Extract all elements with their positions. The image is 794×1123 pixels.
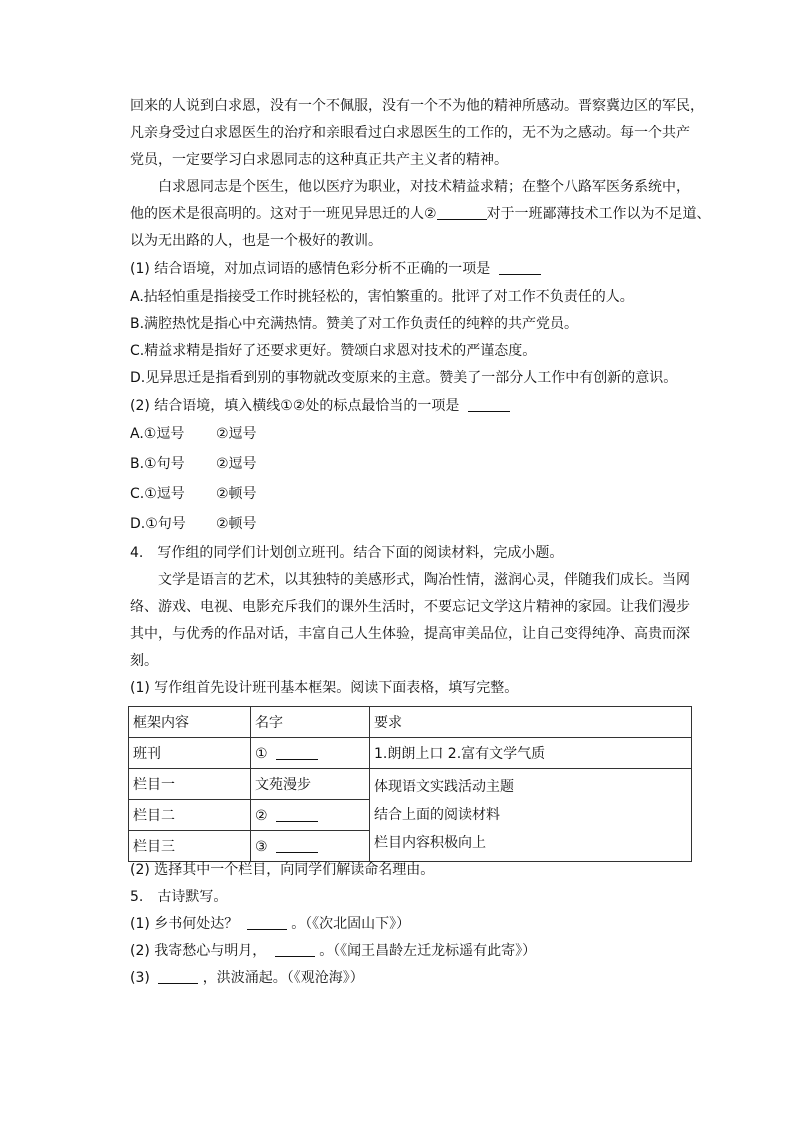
requirement-line: 结合上面的阅读材料 bbox=[374, 807, 500, 823]
poem-source: 。（《闻王昌龄左迁龙标遥有此寄》） bbox=[319, 943, 537, 959]
poem-text: (2) 我寄愁心与明月， bbox=[130, 943, 267, 959]
question-5-title: 5. 古诗默写。 bbox=[130, 889, 228, 905]
passage-line: 以为无出路的人，也是一个极好的教训。 bbox=[130, 233, 382, 249]
table-row bbox=[129, 769, 692, 800]
option-c-part1: C.①逗号 bbox=[130, 486, 185, 502]
requirement-line: 体现语文实践活动主题 bbox=[374, 779, 514, 795]
question-4-sub1: (1) 写作组首先设计班刊基本框架。阅读下面表格，填写完整。 bbox=[130, 680, 519, 696]
poem-text: (1) 乡书何处达？ bbox=[130, 916, 239, 932]
blank-2[interactable] bbox=[437, 205, 487, 220]
requirement-line: 栏目内容积极向上 bbox=[374, 835, 486, 851]
table-header: 要求 bbox=[370, 707, 692, 738]
answer-blank[interactable] bbox=[499, 260, 541, 275]
question-1-stem bbox=[130, 259, 541, 279]
cell-marker: ③ bbox=[255, 838, 268, 855]
passage-text: 对于一班鄙薄技术工作以为不足道、 bbox=[486, 206, 711, 222]
question-4-sub2: (2) 选择其中一个栏目，向同学们解读命名理由。 bbox=[130, 862, 435, 878]
cell-marker: ② bbox=[255, 807, 268, 824]
answer-blank[interactable] bbox=[275, 942, 315, 957]
passage-line: 党员，一定要学习白求恩同志的这种真正共产主义者的精神。 bbox=[130, 152, 508, 168]
table-row bbox=[129, 738, 692, 769]
table-cell bbox=[251, 738, 370, 769]
table-cell: 1.朗朗上口 2.富有文学气质 bbox=[370, 738, 692, 769]
answer-blank[interactable] bbox=[468, 397, 510, 412]
option-a-part2: ②逗号 bbox=[216, 426, 257, 442]
poem-source: 。（《次北固山下》） bbox=[291, 916, 411, 932]
reading-line: 其中，与优秀的作品对话，丰富自己人生体验，提高审美品位，让自己变得纯净、高贵而深 bbox=[130, 626, 690, 642]
poem-text: (3) bbox=[130, 970, 150, 986]
question-4-title: 4. 写作组的同学们计划创立班刊。结合下面的阅读材料，完成小题。 bbox=[130, 545, 564, 561]
option-b: B.满腔热忱是指心中充满热情。赞美了对工作负责任的纯粹的共产党员。 bbox=[130, 316, 579, 332]
passage-line: 白求恩同志是个医生，他以医疗为职业，对技术精益求精；在整个八路军医务系统中， bbox=[158, 179, 690, 195]
framework-table bbox=[128, 706, 692, 862]
table-cell: 栏目一 bbox=[129, 769, 251, 800]
table-cell: 班刊 bbox=[129, 738, 251, 769]
answer-blank[interactable] bbox=[158, 969, 198, 984]
option-c-part2: ②顿号 bbox=[216, 486, 257, 502]
reading-line: 刻。 bbox=[130, 653, 158, 669]
passage-line: 回来的人说到白求恩，没有一个不佩服，没有一个不为他的精神所感动。晋察冀边区的军民， bbox=[130, 98, 704, 114]
option-d: D.见异思迁是指看到别的事物就改变原来的主意。赞美了一部分人工作中有创新的意识。 bbox=[130, 370, 678, 386]
reading-line: 络、游戏、电视、电影充斥我们的课外生活时，不要忘记文学这片精神的家园。让我们漫步 bbox=[130, 599, 690, 615]
passage-line bbox=[130, 204, 711, 224]
passage-text: 他的医术是很高明的。这对于一班见异思迁的人② bbox=[130, 206, 437, 222]
poem-source: ，洪波涌起。（《观沧海》） bbox=[202, 970, 364, 986]
question-text: (1) 结合语境，对加点词语的感情色彩分析不正确的一项是 bbox=[130, 261, 491, 277]
option-a-part1: A.①逗号 bbox=[130, 426, 185, 442]
poem-line bbox=[130, 914, 410, 934]
poem-line bbox=[130, 941, 536, 961]
table-header-row bbox=[129, 707, 692, 738]
option-d-part2: ②顿号 bbox=[216, 516, 257, 532]
question-2-stem bbox=[130, 396, 510, 416]
reading-line: 文学是语言的艺术，以其独特的美感形式，陶冶性情，滋润心灵，伴随我们成长。当网 bbox=[158, 572, 690, 588]
table-cell: 栏目三 bbox=[129, 831, 251, 862]
option-a: A.拈轻怕重是指接受工作时挑轻松的，害怕繁重的。批评了对工作不负责任的人。 bbox=[130, 289, 634, 305]
requirements-cell bbox=[370, 769, 692, 862]
option-b-part2: ②逗号 bbox=[216, 456, 257, 472]
cell-marker: ① bbox=[255, 745, 268, 762]
table-cell: 栏目二 bbox=[129, 800, 251, 831]
table-cell bbox=[251, 831, 370, 862]
answer-blank[interactable] bbox=[276, 807, 318, 822]
option-c: C.精益求精是指好了还要求更好。赞颂白求恩对技术的严谨态度。 bbox=[130, 343, 537, 359]
table-cell bbox=[251, 800, 370, 831]
passage-line: 凡亲身受过白求恩医生的治疗和亲眼看过白求恩医生的工作的，无不为之感动。每一个共产 bbox=[130, 125, 690, 141]
answer-blank[interactable] bbox=[247, 915, 287, 930]
answer-blank[interactable] bbox=[276, 838, 318, 853]
answer-blank[interactable] bbox=[276, 745, 318, 760]
table-header: 框架内容 bbox=[129, 707, 251, 738]
poem-line bbox=[130, 968, 364, 988]
question-text: (2) 结合语境，填入横线①②处的标点最恰当的一项是 bbox=[130, 398, 460, 414]
option-d-part1: D.①句号 bbox=[130, 516, 186, 532]
table-cell: 文苑漫步 bbox=[251, 769, 370, 800]
option-b-part1: B.①句号 bbox=[130, 456, 185, 472]
table-header: 名字 bbox=[251, 707, 370, 738]
